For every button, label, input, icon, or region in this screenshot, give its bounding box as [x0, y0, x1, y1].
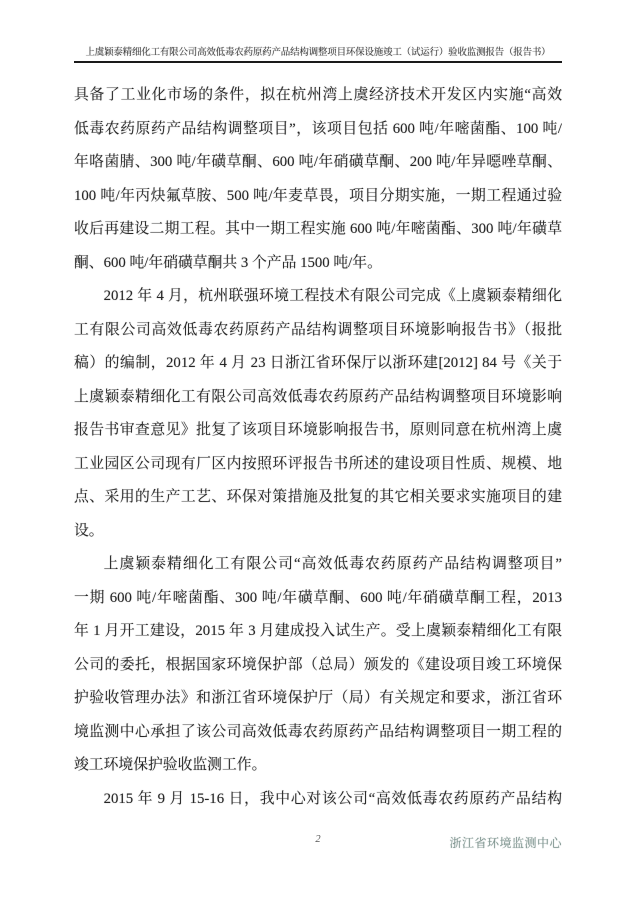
text-line: 100 吨/年丙炔氟草胺、500 吨/年麦草畏，项目分期实施，一期工程通过验	[74, 187, 562, 204]
text-line: 2012 年 4 月，杭州联强环境工程技术有限公司完成《上虞颖泰精细化	[103, 288, 562, 304]
text-line: 年咯菌腈、300 吨/年磺草酮、600 吨/年硝磺草酮、200 吨/年异噁唑草酮、	[74, 154, 562, 170]
institution-watermark: 浙江省环境监测中心	[449, 836, 562, 850]
text-line: 报告书审查意见》批复了该项目环境影响报告书，原则同意在杭州湾上虞	[74, 422, 562, 438]
document-body	[74, 79, 562, 816]
text-line: 年 1 月开工建设，2015 年 3 月建成投入试生产。受上虞颖泰精细化工有限	[74, 623, 562, 639]
text-line: 酮、600 吨/年硝磺草酮共 3 个产品 1500 吨/年。	[74, 254, 382, 271]
text-line: 2015 年 9 月 15-16 日，我中心对该公司“高效低毒农药原药产品结构	[103, 790, 562, 807]
text-line: 公司的委托，根据国家环境保护部（总局）颁发的《建设项目竣工环境保	[74, 656, 562, 673]
text-line: 工业园区公司现有厂区内按照环评报告书所述的建设项目性质、规模、地	[74, 455, 562, 472]
text-line: 低毒农药原药产品结构调整项目”，该项目包括 600 吨/年嘧菌酯、100 吨/	[74, 120, 562, 137]
text-line: 稿）的编制，2012 年 4 月 23 日浙江省环保厅以浙环建[2012] 84 号《关于	[74, 355, 562, 371]
text-line: 一期 600 吨/年嘧菌酯、300 吨/年磺草酮、600 吨/年硝磺草酮工程，2013	[74, 589, 562, 606]
text-line: 上虞颖泰精细化工有限公司高效低毒农药原药产品结构调整项目环境影响	[74, 388, 562, 405]
page-header-title: 上虞颖泰精细化工有限公司高效低毒农药原药产品结构调整项目环保设施竣工（试运行）验收监测报告（报告书）	[74, 44, 562, 63]
text-line: 收后再建设二期工程。其中一期工程实施 600 吨/年嘧菌酯、300 吨/年磺草	[74, 221, 562, 237]
text-line: 设。	[74, 522, 104, 539]
text-line: 工有限公司高效低毒农药原药产品结构调整项目环境影响报告书》（报批	[74, 321, 562, 338]
page-footer	[74, 834, 562, 850]
text-line: 具备了工业化市场的条件，拟在杭州湾上虞经济技术开发区内实施“高效	[74, 87, 562, 103]
text-line: 竣工环境保护验收监测工作。	[74, 757, 267, 773]
text-line: 上虞颖泰精细化工有限公司“高效低毒农药原药产品结构调整项目”	[103, 556, 562, 572]
text-line: 点、采用的生产工艺、环保对策措施及批复的其它相关要求实施项目的建	[74, 489, 562, 505]
text-line: 护验收管理办法》和浙江省环境保护厅（局）有关规定和要求，浙江省环	[74, 690, 562, 706]
text-line: 境监测中心承担了该公司高效低毒农药原药产品结构调整项目一期工程的	[74, 723, 562, 740]
page-number: 2	[315, 834, 321, 845]
